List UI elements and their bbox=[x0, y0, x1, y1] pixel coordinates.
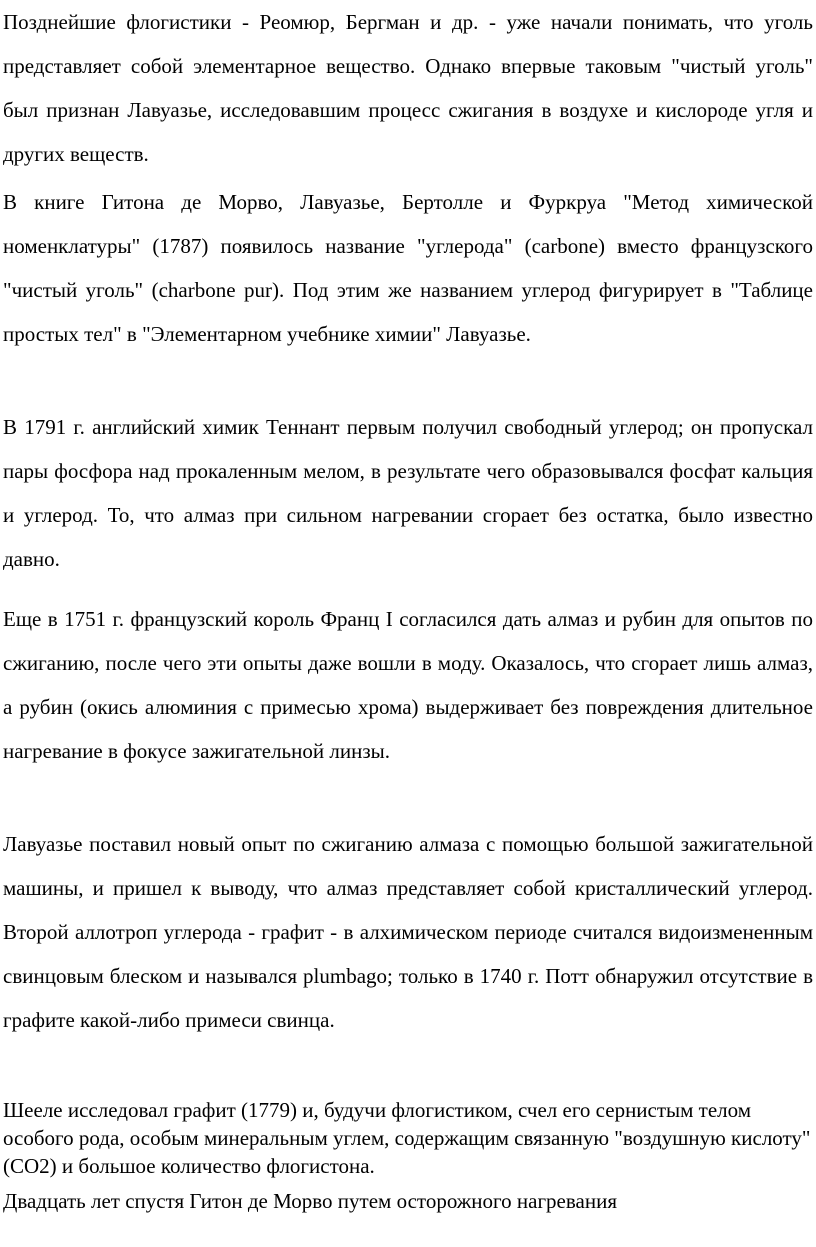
paragraph-lavoisier-diamond: Лавуазье поставил новый опыт по сжиганию алмаза с помощью большой зажигательной машины, и пришел к выводу, что алмаз представляет собой кристаллический углерод. Второй аллотроп углерода - графит - в алхимическом периоде считался видоизмененным свинцовым блеском и назывался plumbago; только в 1740 г. Потт обнаружил отсутствие в графите какой-либо примеси свинца. bbox=[3, 832, 813, 1032]
paragraph-scheele: Шееле исследовал графит (1779) и, будучи флогистиком, счел его сернистым телом особого рода, особым минеральным углем, содержащим связанную "воздушную кислоту" (СО2) и большое количество флогистона. bbox=[3, 1098, 811, 1178]
paragraph-tennant: В 1791 г. английский химик Теннант первым получил свободный углерод; он пропускал пары фосфора над прокаленным мелом, в результате чего образовывался фосфат кальция и углерод. То, что алмаз при сильном нагревании сгорает без остатка, было известно давно. bbox=[3, 415, 813, 571]
paragraph-phlogistics: Позднейшие флогистики - Реомюр, Бергман и др. - уже начали понимать, что уголь представляет собой элементарное вещество. Однако впервые таковым "чистый уголь" был признан Лавуазье, исследовавшим процесс сжигания в воздухе и кислороде угля и других веществ. bbox=[3, 10, 813, 166]
paragraph-nomenclature: В книге Гитона де Морво, Лавуазье, Бертолле и Фуркруа "Метод химической номенклатуры" (1787) появилось название "углерода" (carbone) вместо французского "чистый уголь" (charbone pur). Под этим же названием углерод фигурирует в "Таблице простых тел" в "Элементарном учебнике химии" Лавуазье. bbox=[3, 190, 813, 346]
paragraph-diamond-ruby: Еще в 1751 г. французский король Франц I согласился дать алмаз и рубин для опытов по сжиганию, после чего эти опыты даже вошли в моду. Оказалось, что сгорает лишь алмаз, а рубин (окись алюминия с примесью хрома) выдерживает без повреждения длительное нагревание в фокусе зажигательной линзы. bbox=[3, 607, 813, 763]
paragraph-guyton: Двадцать лет спустя Гитон де Морво путем осторожного нагревания bbox=[3, 1189, 617, 1213]
